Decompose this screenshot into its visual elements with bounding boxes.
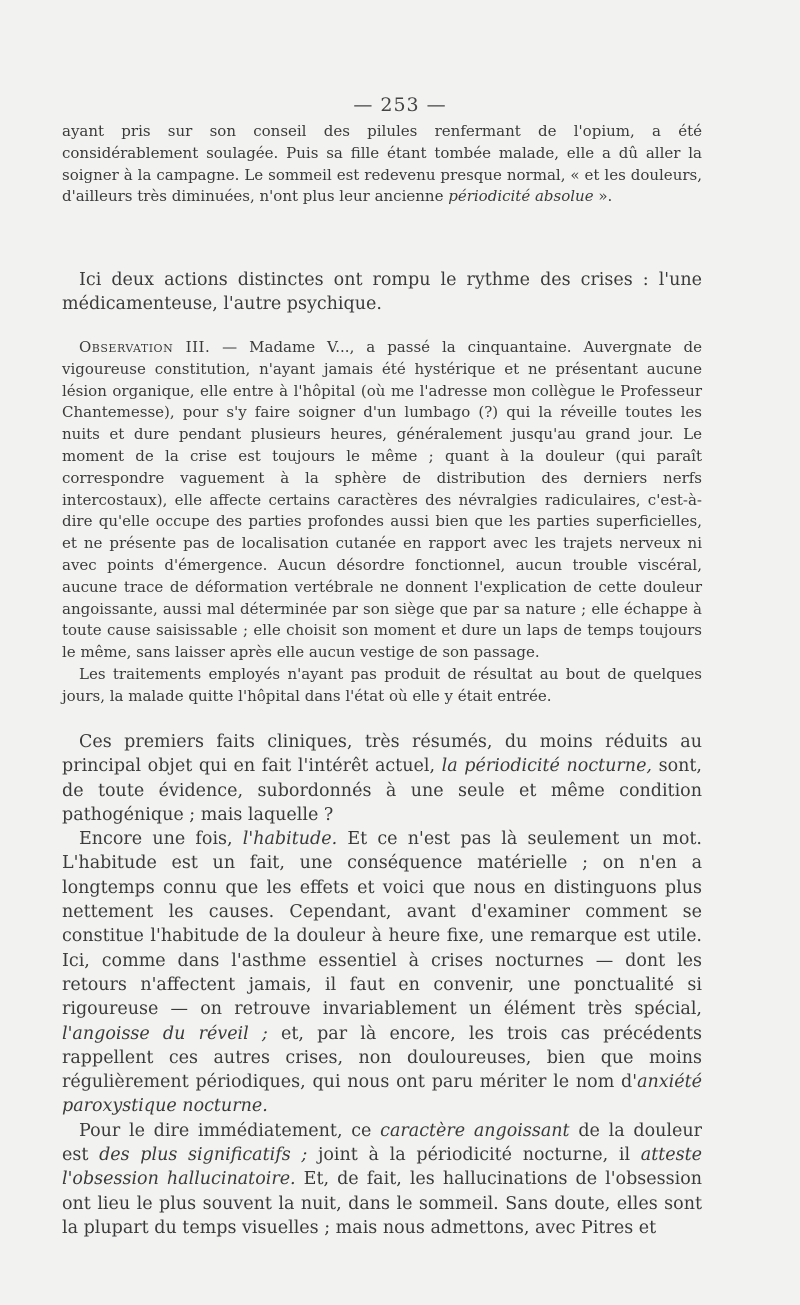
- text-run: sont, de toute évidence, subordonnés à une seule et même condition pathogénique ; mais laquelle ?: [62, 756, 702, 825]
- emphasis-text: périodicité absolue: [448, 187, 594, 206]
- observation-heading: Observation III.: [79, 338, 211, 356]
- page-number: — 253 —: [353, 94, 447, 116]
- text-run: et, par là encore, les trois cas précédents rappellent ces autres crises, non douloureuses, bien que moins régulièrement périodiques, qui nous ont paru mériter le nom d': [62, 1023, 702, 1093]
- remark-paragraph: [62, 268, 702, 317]
- emphasis-text: des plus significatifs ;: [99, 1145, 308, 1166]
- main-text: [62, 730, 702, 1240]
- observation-followup: Les traitements employés n'ayant pas produit de résultat au bout de quelques jours, la malade quitte l'hôpital dans l'état où elle y était entrée.: [62, 664, 702, 705]
- emphasis-text: l'angoisse du réveil ;: [62, 1023, 268, 1044]
- emphasis-text: caractère angoissant: [380, 1120, 570, 1141]
- text-run: ayant pris sur son conseil des pilules renfermant de l'opium, a été considérablement soulagée. Puis sa fille étant tombée malade, elle a dû aller la soigner à la campagne. Le sommeil est redevenu presque normal, « et les douleurs, d'ailleurs très diminuées, n'ont plus leur ancienne: [62, 122, 702, 206]
- text-run: Pour le dire immédiatement, ce: [79, 1120, 381, 1141]
- text-run: Et, de fait, les hallucinations de l'obsession ont lieu le plus souvent la nuit, dans le sommeil. Sans doute, elles sont la plupart du temps visuelles ; mais nous admettons, avec Pitres et: [62, 1169, 703, 1238]
- observation-section: [62, 337, 702, 708]
- text-run: Ces premiers faits cliniques, très résumés, du moins réduits au principal objet qui en fait l'intérêt actuel,: [62, 732, 702, 777]
- continuation-paragraph: [62, 121, 702, 208]
- text-run: Encore une fois,: [79, 829, 243, 850]
- remark-text: Ici deux actions distinctes ont rompu le rythme des crises : l'une médicamenteuse, l'autre psychique.: [62, 270, 702, 315]
- emphasis-text: anxiété paroxystique nocturne.: [62, 1072, 702, 1117]
- paragraph-premiers: [62, 730, 702, 827]
- emphasis-text: atteste l'obsession hallucinatoire.: [62, 1145, 702, 1190]
- paragraph-pour: [62, 1119, 702, 1240]
- text-run: ».: [593, 187, 613, 206]
- emphasis-text: l'habitude.: [242, 829, 338, 850]
- paragraph-habitude: [62, 827, 702, 1119]
- observation-body: — Madame V..., a passé la cinquantaine. Auvergnate de vigoureuse constitution, n'ayant jamais été hystérique et ne présentant aucune lésion organique, elle entre à l'hôpital (où me l'adresse mon collègue le Professeur Chantemesse), pour s'y faire soigner d'un lumbago (?) qui la réveille toutes les nuits et dure pendant plusieurs heures, généralement jusqu'au grand jour. Le moment de la crise est toujours le même ; quant à la douleur (qui paraît correspondre vaguement à la sphère de distribution des derniers nerfs intercostaux), elle affecte certains caractères des névralgies radiculaires, c'est-à-dire qu'elle occupe des parties profondes aussi bien que les parties superficielles, et ne présente pas de localisation cutanée en rapport avec les trajets nerveux ni avec points d'émergence. Aucun désordre fonctionnel, aucun trouble viscéral, aucune trace de déformation vertébrale ne donnent l'explication de cette douleur angoissante, aussi mal déterminée par son siège que par sa nature ; elle échappe à toute cause saisissable ; elle choisit son moment et dure un laps de temps toujours le même, sans laisser après elle aucun vestige de son passage.: [62, 338, 703, 662]
- text-run: joint à la périodicité nocturne, il: [307, 1145, 641, 1166]
- text-run: de la douleur est: [62, 1120, 703, 1166]
- text-run: Et ce n'est pas là seulement un mot. L'habitude est un fait, une conséquence matérielle ; on n'en a longtemps connu que les effets et voici que nous en distinguons plus nettement les causes. Cependant, avant d'examiner comment se constitue l'habitude de la douleur à heure fixe, une remarque est utile. Ici, comme dans l'asthme essentiel à crises nocturnes — dont les retours n'affectent jamais, il faut en convenir, une ponctualité si rigoureuse — on retrouve invariablement un élément très spécial,: [62, 829, 702, 1020]
- emphasis-text: la périodicité nocturne,: [441, 756, 652, 777]
